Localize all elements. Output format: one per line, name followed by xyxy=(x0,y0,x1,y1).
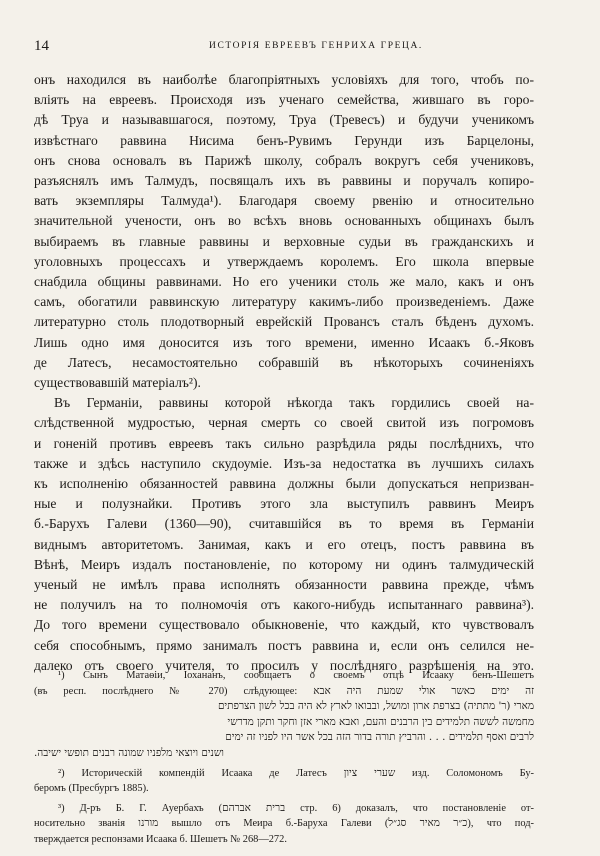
text-line: До того времени существовало обыкновеніе, что каждый, кто чувствовалъ xyxy=(34,617,534,633)
text-line: виднымъ авторитетомъ. Занимая, какъ и его отецъ, постъ раввина въ xyxy=(34,536,534,552)
text-line: ученый не имѣлъ права исполнять обязанности раввина прежде, чѣмъ xyxy=(34,577,534,593)
text-line: себя способнымъ, прямо занималъ постъ раввина и, если онъ селился не- xyxy=(34,637,534,653)
text-line: онъ снова основалъ въ Парижѣ школу, собралъ вокругъ себя учениковъ, xyxy=(34,152,534,168)
footnote-line: носительно званія מורנו вышло отъ Меира б.-Баруха Галеви (כ״ר מאיר סג״ל), что под- xyxy=(34,818,535,830)
footnote-line: לרבים ואסף תלמידים . . . והרביץ תורה בדור הזה בכל אשר היו לפניו זה ימים xyxy=(225,731,534,744)
text-line: б.-Барухъ Галеви (1360—90), считавшійся въ то время въ Германіи xyxy=(34,516,534,532)
footnote-line: беромъ (Пресбургъ 1885). xyxy=(34,783,149,795)
footnote-2 xyxy=(34,766,534,797)
footnote-line: ושנים ויוצאי מלפניו שמונה רבנים תופשי ישיבה. xyxy=(34,746,224,759)
footnote-1 xyxy=(34,668,534,762)
footnote-line: тверждается респонзами Исаака б. Шешетъ № 268—272. xyxy=(34,833,287,845)
text-line: существовавшій матеріалъ²). xyxy=(34,375,201,391)
footnote-line: מארי (ר' מתתיה) בצרפת ארון ומושל, ובבואו לארץ לא היה בכל לשון הצרפתים xyxy=(217,700,534,713)
page-number: 14 xyxy=(34,38,49,54)
text-line: вліять на евреевъ. Происходя изъ ученаго семейства, жившаго въ горо- xyxy=(34,92,534,108)
footnote-line: ³) Д-ръ Б. Г. Ауербахъ (ברית אברהם стр. 6) доказалъ, что постановленіе от- xyxy=(58,802,534,814)
text-line: разъяснялъ имъ Талмудъ, посвящалъ ихъ въ раввины и поручалъ копиро- xyxy=(34,173,534,189)
page-header xyxy=(34,38,540,54)
text-line: къ исполненію обязанностей раввина должны были допускаться непризван- xyxy=(34,476,534,492)
text-line: Вѣнѣ, Меиръ издалъ постановленіе, по которому ни одинъ талмудическій xyxy=(34,556,534,572)
text-line: ные и полузнайки. Противъ этого зла выступилъ раввинъ Меиръ xyxy=(34,496,534,512)
text-line: выбираемъ въ главные раввины и верховные судьи въ гражданскихъ и xyxy=(34,233,534,249)
text-line: Лишь одно имя доносится изъ того времени, именно Исаакъ б.-Яковъ xyxy=(34,334,534,350)
text-line: онъ находился въ наиболѣе благопріятныхъ условіяхъ для того, чтобъ по- xyxy=(34,72,534,87)
text-line: не получилъ на то полномочія отъ какого-нибудь испытаннаго раввина³). xyxy=(34,597,534,613)
footnote-line: ¹) Сынъ Матаѳіи, Іохананъ, сообщаетъ о своемъ отцѣ Исааку бенъ-Шешетъ xyxy=(58,670,534,681)
text-line: самъ, обогатили раввинскую литературу какимъ-либо произведеніемъ. Даже xyxy=(34,294,534,310)
text-line: значительной учености, онъ во всѣхъ вновь основанныхъ общинахъ былъ xyxy=(34,213,534,229)
footnotes xyxy=(34,668,534,852)
text-line: и гоненій противъ евреевъ такъ сильно разрѣдила ряды послѣднихъ, что xyxy=(34,435,534,451)
text-line: уголовныхъ процессахъ и утверждаемъ королемъ. Его школа впервые xyxy=(34,253,534,269)
paragraph-2 xyxy=(34,393,534,676)
text-line: вать экземпляры Талмуда¹). Благодаря своему рвенію и относительно xyxy=(34,193,534,209)
text-line: Въ Германіи, раввины которой нѣкогда такъ гордились своей на- xyxy=(54,395,534,411)
footnote-line: מחמשה לששה תלמידים בין הרבנים והעם, ואבא מארי אזן וחקר ותקן מדרשי xyxy=(227,715,534,728)
text-line: далеко отъ своего учителя, то просилъ у послѣдняго разрѣшенія на это. xyxy=(34,657,534,673)
text-line: литературно столь плодотворный еврейскій Провансъ сталъ бѣденъ духомъ. xyxy=(34,314,534,330)
main-text xyxy=(34,70,534,676)
text-line: также и здѣсь наступило скудоуміе. Изъ-за недостатка въ лучшихъ силахъ xyxy=(34,455,534,471)
text-line: снабдила общины раввинами. Но его ученики столь же мало, какъ и онъ xyxy=(34,274,534,290)
text-line: де Латесъ, несамостоятельно собравшій въ нѣкоторыхъ сочиненіяхъ xyxy=(34,354,534,370)
text-line: слѣдственной мудростью, черная смерть со своей свитой изъ погромовъ xyxy=(34,415,534,431)
footnote-3 xyxy=(34,801,534,848)
paragraph-1 xyxy=(34,70,534,393)
footnote-line: ²) Историческій компендій Исаака де Латесъ שערי ציון изд. Соломономъ Бу- xyxy=(58,767,534,779)
footnote-line: (въ респ. послѣднего № 270) слѣдующее: זה ימים כאשר אולי שמעת היה אבא xyxy=(34,685,534,697)
text-line: извѣстнаго раввина Нисима бенъ-Рувимъ Герунди изъ Барцелоны, xyxy=(34,132,534,148)
text-line: дѣ Труа и называвшагося, поэтому, Труа (Тревесъ) и будучи ученикомъ xyxy=(34,112,534,128)
running-title: ИСТОРІЯ ЕВРЕЕВЪ ГЕНРИХА ГРЕЦА. xyxy=(209,41,423,51)
